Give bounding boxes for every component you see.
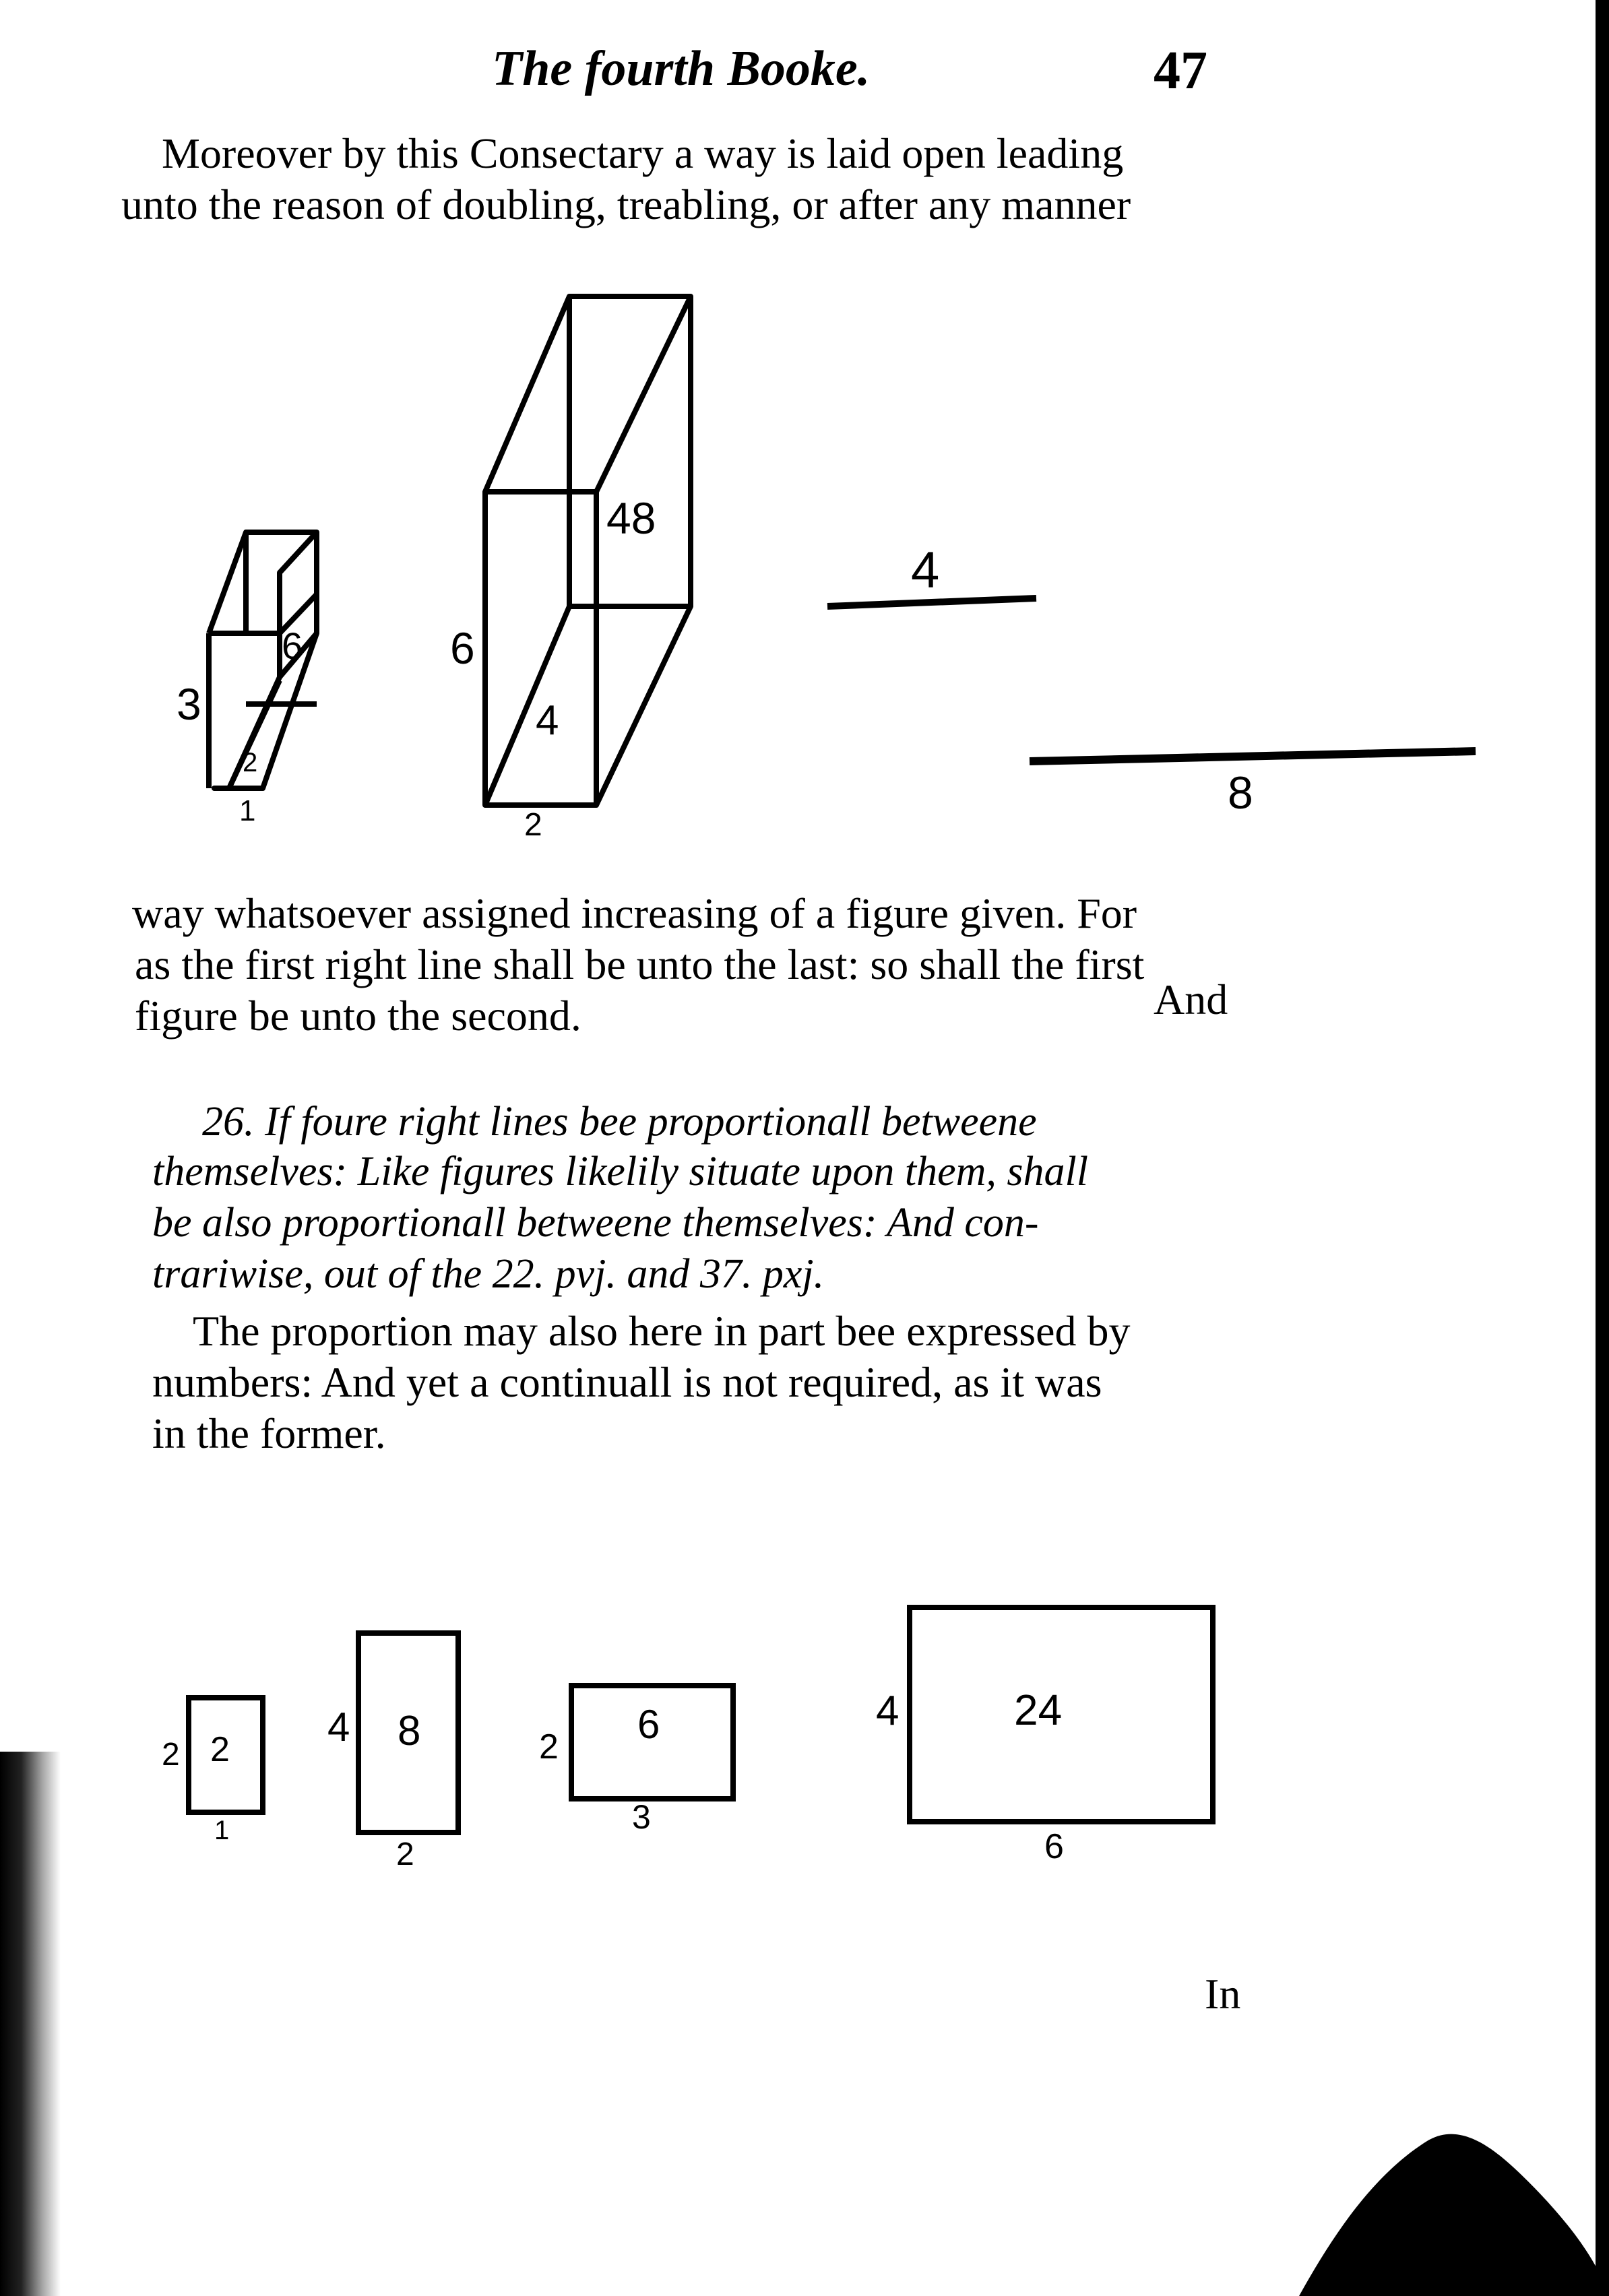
small-prism-base-inner-label: 2 [243, 748, 258, 777]
paragraph-2-line-3: figure be unto the second. [135, 992, 581, 1040]
rect-1-side-label: 2 [162, 1737, 180, 1773]
paragraph-2-line-2: as the first right line shall be unto the last: so shall the first [135, 940, 1145, 988]
rect-3-area-label: 6 [637, 1702, 660, 1747]
paragraph-2-line-1: way whatsoever assigned increasing of a figure given. For [132, 889, 1137, 937]
small-prism-base-label: 1 [239, 794, 256, 827]
long-line-label: 8 [1228, 767, 1253, 819]
long-line [1030, 751, 1476, 761]
rect-4-base-label: 6 [1044, 1827, 1064, 1866]
rect-2-base-label: 2 [396, 1837, 414, 1872]
proposition-26-line-2: themselves: Like figures likelily situate upon them, shall [152, 1149, 1088, 1194]
rect-4-side-label: 4 [876, 1688, 900, 1734]
figure-prisms [0, 0, 1609, 889]
proposition-26-line-3: be also proportionall betweene themselves: And con- [152, 1200, 1039, 1246]
rect-1-area-label: 2 [210, 1730, 230, 1769]
paragraph-3-line-3: in the former. [152, 1409, 386, 1457]
proposition-26-line-1: 26. If foure right lines bee proportionall betweene [202, 1099, 1037, 1145]
catchword-in: In [1205, 1970, 1241, 2018]
large-prism-height-label: 6 [450, 623, 475, 673]
short-line-label: 4 [911, 542, 940, 599]
figure-rectangles [0, 1550, 1609, 1886]
small-prism-height-label: 3 [177, 679, 201, 729]
ink-stain-mark [1259, 2067, 1609, 2296]
running-header-title: The fourth Booke. [492, 41, 871, 96]
rect-3-base-label: 3 [632, 1798, 651, 1836]
catchword-and: And [1154, 976, 1228, 1023]
paragraph-3-line-2: numbers: And yet a continuall is not required, as it was [152, 1358, 1102, 1406]
rect-2-side-label: 4 [327, 1704, 350, 1750]
paragraph-1-line-1: Moreover by this Consectary a way is laid open leading [162, 129, 1124, 177]
large-prism-base-label: 2 [524, 807, 542, 843]
large-prism-volume-label: 48 [606, 493, 656, 543]
paragraph-3-line-1: The proportion may also here in part bee expressed by [193, 1307, 1131, 1355]
paragraph-1-line-2: unto the reason of doubling, treabling, or after any manner [121, 181, 1131, 228]
rect-2-area-label: 8 [398, 1708, 421, 1754]
short-line [827, 598, 1036, 606]
proposition-26-line-4: trariwise, out of the 22. pvj. and 37. pxj. [152, 1251, 825, 1297]
large-prism-depth-label: 4 [536, 697, 559, 744]
rect-3-side-label: 2 [539, 1727, 559, 1766]
small-prism-depth-label: 6 [282, 625, 303, 667]
rect-4-area-label: 24 [1014, 1686, 1063, 1734]
page-number: 47 [1154, 41, 1207, 100]
rect-1-base-label: 1 [214, 1816, 230, 1845]
large-prism-drawing [485, 296, 691, 805]
